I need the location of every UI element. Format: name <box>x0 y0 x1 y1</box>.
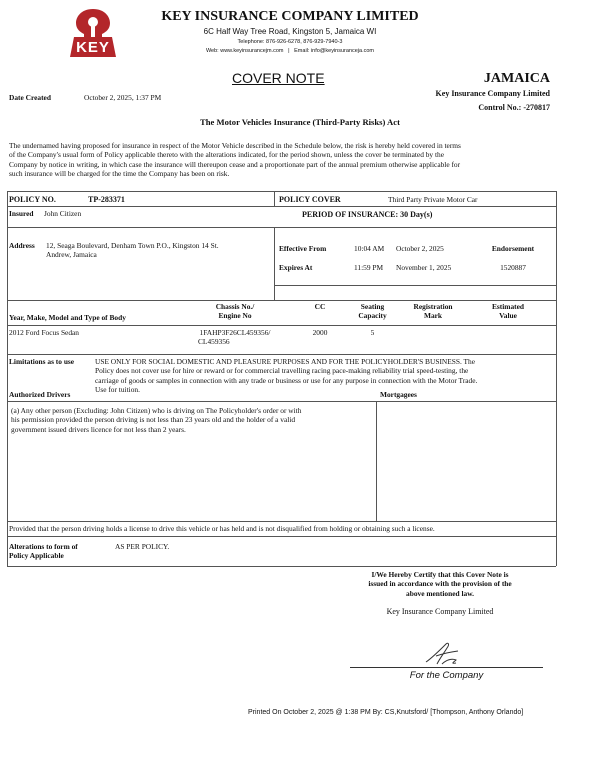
vehicle-chassis <box>185 328 285 347</box>
alterations-value: AS PER POLICY. <box>115 542 170 551</box>
seating-header <box>345 302 400 321</box>
signature-icon <box>420 638 470 668</box>
policy-cover-value: Third Party Private Motor Car <box>388 195 478 204</box>
address-label: Address <box>9 241 35 250</box>
contact-divider: | <box>288 48 290 54</box>
limitations-line: carriage of goods or samples in connection with any trade or business or use for any purpose in connection with the Motor Trade. <box>95 375 478 385</box>
mortgagees-label: Mortgagees <box>380 390 417 399</box>
insured-value: John Citizen <box>44 209 82 218</box>
policy-no-value: TP-283371 <box>88 195 125 204</box>
expires-at-date: November 1, 2025 <box>396 263 452 272</box>
date-created-value: October 2, 2025, 1:37 PM <box>84 93 162 102</box>
insured-label: Insured <box>9 209 34 218</box>
address-value <box>46 241 272 260</box>
company-telephone: Telephone: 876-926-6278, 876-929-7940-3 <box>237 39 343 45</box>
policy-cover-label: POLICY COVER <box>279 195 341 204</box>
endorsement-label: Endorsement <box>491 244 535 253</box>
intro-line: Company by notice in writing, in which case the insurance will thereupon cease and a proportionate part of the annual premium otherwise applicable for <box>9 159 461 169</box>
policy-no-label: POLICY NO. <box>9 195 56 204</box>
for-the-company: For the Company <box>409 670 484 681</box>
intro-line: The undernamed having proposed for insurance in respect of the Motor Vehicle described in the Schedule below, the risk is hereby held covered in terms <box>9 141 461 150</box>
country-label: JAMAICA <box>483 71 550 86</box>
alterations-label-line2: Policy Applicable <box>9 551 64 561</box>
vehicle-description: 2012 Ford Focus Sedan <box>9 328 80 337</box>
ymmt-header: Year, Make, Model and Type of Body <box>9 313 126 322</box>
intro-line: such insurance will be charged for the time the Company has been on risk. <box>9 169 230 179</box>
address-line: 12, Seaga Boulevard, Denham Town P.O., Kingston 14 St. <box>46 241 219 250</box>
chassis-line2: CL459356 <box>198 337 230 347</box>
alterations-label-line1: Alterations to form of <box>9 542 78 551</box>
company-contact <box>160 48 420 55</box>
period-of-insurance: PERIOD OF INSURANCE: 30 Day(s) <box>302 210 433 219</box>
company-address: 6C Half Way Tree Road, Kingston 5, Jamaica WI <box>203 27 377 36</box>
control-number: Control No.: -270817 <box>478 103 550 112</box>
registration-header-line2: Mark <box>423 311 443 321</box>
value-header-line2: Value <box>499 311 517 321</box>
certify-line: I/We Hereby Certify that this Cover Note is <box>371 570 509 579</box>
intro-paragraph <box>9 141 594 179</box>
limitations-line: USE ONLY FOR SOCIAL DOMESTIC AND PLEASURE PURPOSES AND FOR THE POLICYHOLDER'S BUSINESS. The <box>95 357 476 366</box>
limitations-line: Policy does not cover use for hire or reward or for commercial travelling racing pace-making reliability trial speed-testing, the <box>95 366 469 376</box>
expires-at-time: 11:59 PM <box>354 263 384 272</box>
seating-header-line2: Capacity <box>358 311 387 321</box>
effective-from-date: October 2, 2025 <box>396 244 444 253</box>
seating-header-line1: Seating <box>360 302 385 311</box>
chassis-header <box>200 302 270 321</box>
vehicle-cc: 2000 <box>312 328 328 337</box>
limitations-text <box>95 357 555 395</box>
company-web: Web: www.keyinsurancejm.com <box>205 48 284 54</box>
signature <box>420 638 470 668</box>
registration-header-line1: Registration <box>413 302 453 311</box>
company-logo <box>66 7 120 59</box>
chassis-line1: 1FAHP3F26CL459356/ <box>199 328 271 337</box>
act-title: The Motor Vehicles Insurance (Third-Party Risks) Act <box>200 117 400 127</box>
logo-text: KEY <box>76 39 110 56</box>
chassis-header-line2: Engine No <box>218 311 252 321</box>
limitations-line: Use for tuition. <box>95 385 140 395</box>
provided-text: Provided that the person driving holds a license to drive this vehicle or has held and is not disqualified from holding or obtaining such a license. <box>9 524 435 533</box>
expires-at-label: Expires At <box>279 263 313 272</box>
address-line: Andrew, Jamaica <box>46 250 97 260</box>
endorsement-value: 1520887 <box>500 263 526 272</box>
limitations-label: Limitations as to use <box>9 357 75 366</box>
chassis-header-line1: Chassis No./ <box>215 302 255 311</box>
certification-text <box>340 570 540 598</box>
intro-line: of the Company's usual form of Policy applicable thereto with the alterations indicated, for the period shown, unless the cover be terminated by the <box>9 150 445 160</box>
printed-info: Printed On October 2, 2025 @ 1:38 PM By: CS,Knutsford/ [Thompson, Anthony Orlando] <box>248 709 524 716</box>
drivers-line: (a) Any other person (Excluding: John Citizen) who is driving on The Policyholder's order or with <box>11 406 302 415</box>
company-name: KEY INSURANCE COMPANY LIMITED <box>161 9 419 24</box>
cover-note-title: COVER NOTE <box>232 70 325 86</box>
value-header <box>478 302 538 321</box>
alterations-label <box>9 542 78 561</box>
effective-from-time: 10:04 AM <box>354 244 385 253</box>
authorized-drivers-text <box>11 406 373 434</box>
certify-line: above mentioned law. <box>406 588 474 598</box>
company-email: Email: info@keyinsuranceja.com <box>294 48 375 54</box>
company-short-name: Key Insurance Company Limited <box>435 89 550 98</box>
cc-header: CC <box>314 302 326 311</box>
certify-line: issued in accordance with the provision of the <box>368 579 512 589</box>
authorized-drivers-label: Authorized Drivers <box>9 390 71 399</box>
date-created-label: Date Created <box>9 93 51 102</box>
registration-header <box>403 302 463 321</box>
value-header-line1: Estimated <box>491 302 525 311</box>
effective-from-label: Effective From <box>279 244 327 253</box>
certify-company: Key Insurance Company Limited <box>386 607 494 616</box>
drivers-line: his permission provided the person driving is not less than 23 years old and the holder of a valid <box>11 415 296 425</box>
drivers-line: government issued drivers licence for not less than 2 years. <box>11 424 186 434</box>
vehicle-seating: 5 <box>370 328 375 337</box>
